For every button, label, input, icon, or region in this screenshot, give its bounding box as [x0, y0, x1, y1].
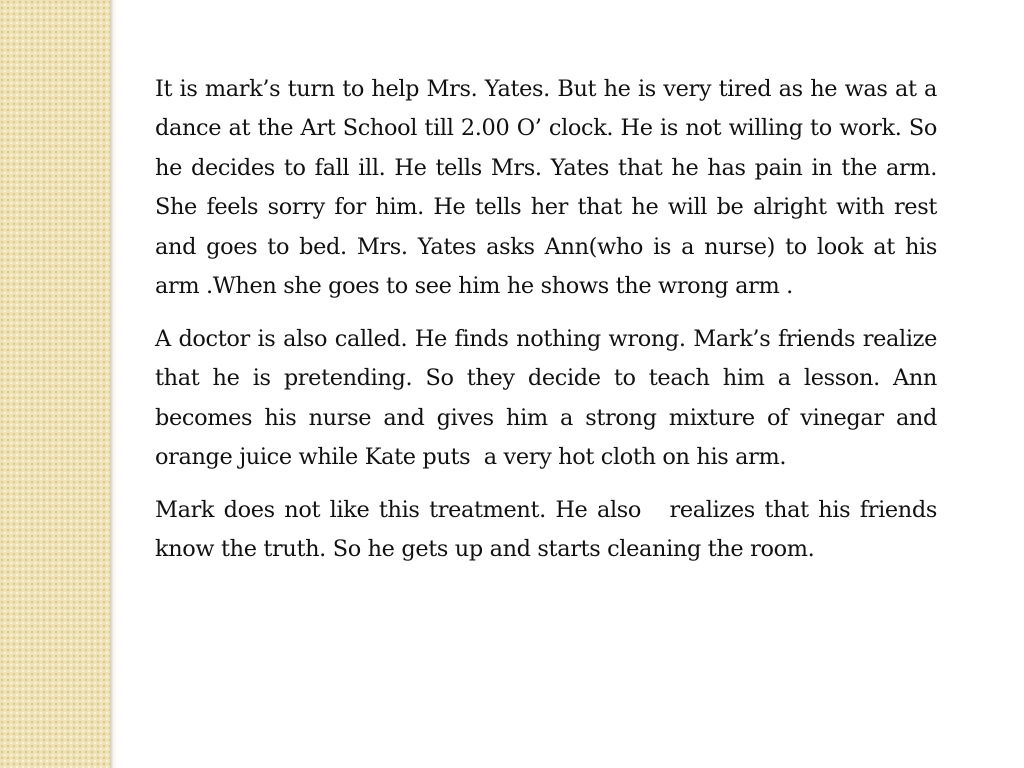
paragraph-2: A doctor is also called. He finds nothing wrong. Mark’s friends realize that he is pretending. So they decide to teach him a lesson. Ann becomes his nurse and gives him a strong mixture of vinegar and orange juice while Kate puts a very hot cloth on his arm. — [155, 325, 944, 471]
slide-text-body — [155, 70, 944, 583]
side-strip-shadow — [110, 0, 118, 768]
paragraph-3: Mark does not like this treatment. He also realizes that his friends know the truth. So he gets up and starts cleaning the room. — [155, 497, 944, 563]
decorative-side-strip — [0, 0, 110, 768]
paragraph-1: It is mark’s turn to help Mrs. Yates. But he is very tired as he was at a dance at the Art School till 2.00 O’ clock. He is not willing to work. So he decides to fall ill. He tells Mrs. Yates that he has pain in the arm. She feels sorry for him. He tells her that he will be alright with rest and goes to bed. Mrs. Yates asks Ann(who is a nurse) to look at his arm .When she goes to see him he shows the wrong arm . — [155, 76, 944, 300]
